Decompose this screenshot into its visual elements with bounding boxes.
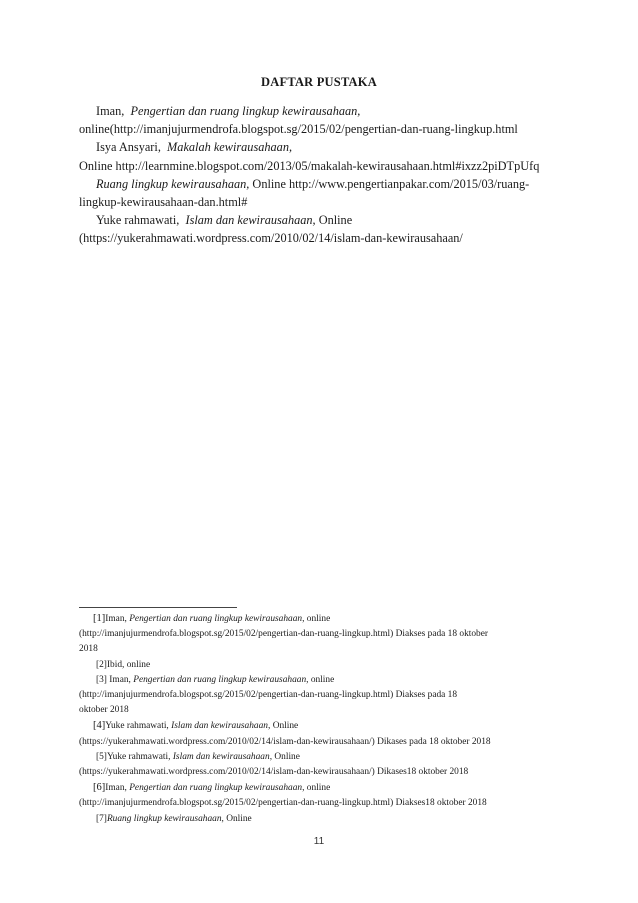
reference-1 — [79, 102, 579, 120]
footnote-marker[interactable]: [4] — [93, 720, 106, 732]
footnote-url[interactable]: (https://yukerahmawati.wordpress.com/2010/02/14/islam-dan-kewirausahaan/) Dikases18 oktober 2018 — [79, 767, 469, 778]
page-title: DAFTAR PUSTAKA — [261, 75, 377, 89]
reference-2 — [79, 138, 579, 156]
footnote-marker[interactable]: [3] — [96, 674, 107, 685]
reference-author: Yuke rahmawati, — [96, 213, 180, 228]
footnote-marker[interactable]: [6] — [93, 782, 106, 794]
footnote-url[interactable]: (http://imanjujurmendrofa.blogspot.sg/2015/02/pengertian-dan-ruang-lingkup.html) Diakses pada 18 oktober — [79, 629, 489, 640]
reference-title: Ruang lingkup kewirausahaan, — [96, 176, 250, 191]
footnote-3: [3] Iman, Pengertian dan ruang lingkup kewirausahaan, online — [96, 674, 335, 685]
footnote-marker[interactable]: [5] — [96, 751, 107, 762]
reference-url[interactable]: online(http://imanjujurmendrofa.blogspot.sg/2015/02/pengertian-dan-ruang-lingkup.html — [79, 122, 518, 137]
footnote-separator — [79, 607, 237, 608]
reference-url[interactable]: lingkup-kewirausahaan-dan.html# — [79, 195, 248, 210]
reference-title: Makalah kewirausahaan, — [167, 140, 293, 155]
footnote-5: [5]Yuke rahmawati, Islam dan kewirausahaan, Online — [96, 751, 300, 762]
reference-url[interactable]: Online http://learnmine.blogspot.com/2013/05/makalah-kewirausahaan.html#ixzz2piDTpUfq — [79, 158, 540, 173]
footnote-date: oktober 2018 — [79, 705, 129, 716]
footnote-7: [7]Ruang lingkup kewirausahaan, Online — [96, 813, 252, 824]
footnote-6: [6]Iman, Pengertian dan ruang lingkup kewirausahaan, online — [93, 782, 331, 794]
footnote-marker[interactable]: [7] — [96, 813, 107, 824]
footnotes — [79, 611, 559, 827]
page-number: 11 — [313, 836, 325, 847]
reference-rest[interactable]: Online http://www.pengertianpakar.com/2015/03/ruang- — [249, 176, 530, 191]
reference-title: Pengertian dan ruang lingkup kewirausahaan, — [130, 104, 361, 118]
footnote-date: 2018 — [79, 644, 98, 655]
reference-author: Isya Ansyari, — [96, 140, 161, 155]
footnote-url[interactable]: (http://imanjujurmendrofa.blogspot.sg/2015/02/pengertian-dan-ruang-lingkup.html) Diakses pada 18 — [79, 690, 458, 701]
reference-author: Iman, — [96, 104, 125, 118]
footnote-2: [2]Ibid, online — [96, 659, 151, 670]
reference-list — [79, 102, 579, 248]
footnote-url[interactable]: (http://imanjujurmendrofa.blogspot.sg/2015/02/pengertian-dan-ruang-lingkup.html) Diakses18 oktober 2018 — [79, 798, 487, 809]
reference-3 — [79, 175, 579, 193]
reference-rest: Online — [315, 213, 353, 228]
footnote-1: [1]Iman, Pengertian dan ruang lingkup kewirausahaan, online — [93, 613, 331, 624]
footnote-marker[interactable]: [2] — [96, 659, 107, 670]
reference-title: Islam dan kewirausahaan, — [185, 213, 316, 228]
footnote-url[interactable]: (https://yukerahmawati.wordpress.com/2010/02/14/islam-dan-kewirausahaan/) Dikases pada 18 oktober 2018 — [79, 736, 491, 747]
footnote-marker[interactable]: [1] — [93, 613, 106, 624]
footnote-4: [4]Yuke rahmawati, Islam dan kewirausahaan, Online — [93, 720, 299, 732]
reference-4 — [79, 211, 579, 229]
reference-url[interactable]: (https://yukerahmawati.wordpress.com/2010/02/14/islam-dan-kewirausahaan/ — [79, 231, 463, 246]
